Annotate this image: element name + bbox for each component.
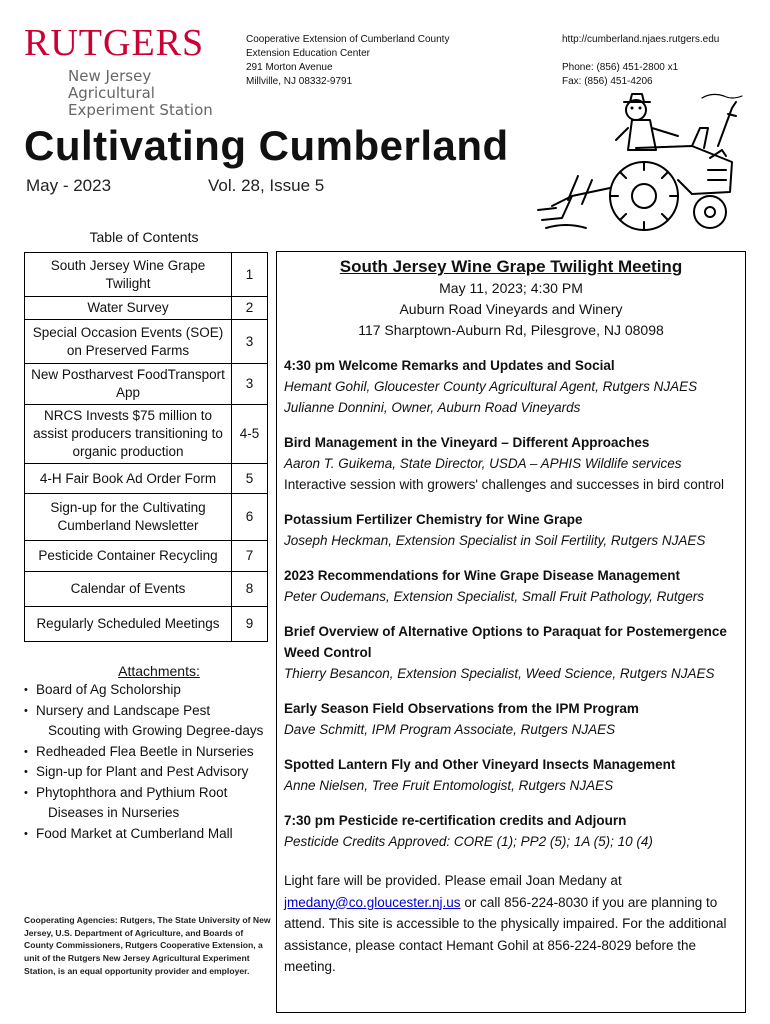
agenda-item [284,432,738,495]
agenda-speaker: Dave Schmitt, IPM Program Associate, Rutgers NJAES [284,722,616,737]
address-line: Extension Education Center [246,48,370,59]
attachments-section [24,663,274,844]
list-item[interactable] [24,783,274,804]
newsletter-title: Cultivating Cumberland [24,122,509,169]
agenda-speaker: Aaron T. Guikema, State Director, USDA – APHIS Wildlife services [284,456,682,471]
agenda-item [284,621,738,684]
list-item[interactable] [24,701,274,722]
phone-number: Phone: (856) 451-2800 x1 [562,62,679,73]
event-title: South Jersey Wine Grape Twilight Meeting [339,257,683,276]
agenda-item [284,355,738,418]
logo-subtitle-2: Experiment Station [68,101,213,119]
agenda-item [284,754,738,796]
toc-row[interactable] [25,320,268,364]
toc-row[interactable] [25,572,268,607]
toc-row[interactable] [25,253,268,297]
bullet-icon: • [24,704,28,717]
attachment-label: Nursery and Landscape Pest [36,702,211,718]
office-contact [562,33,719,89]
email-link[interactable]: jmedany@co.gloucester.nj.us [284,894,461,910]
event-address: 117 Sharptown-Auburn Rd, Pilesgrove, NJ 08098 [358,322,664,338]
agenda-heading: 7:30 pm Pesticide re-certification credits and Adjourn [284,813,627,828]
toc-title: Calendar of Events [25,572,232,607]
agenda-speaker: Anne Nielsen, Tree Fruit Entomologist, Rutgers NJAES [284,778,614,793]
attachment-label: Redheaded Flea Beetle in Nurseries [36,743,254,759]
toc-title: Special Occasion Events (SOE) on Preserved Farms [25,320,232,364]
toc-row[interactable] [25,541,268,572]
toc-page: 9 [232,607,268,642]
list-item-continued[interactable] [24,803,274,824]
event-venue: Auburn Road Vineyards and Winery [399,301,623,317]
toc-page: 2 [232,297,268,320]
attachment-label: Sign-up for Plant and Pest Advisory [36,764,249,779]
attachment-label: Board of Ag Scholorship [36,682,181,697]
list-item[interactable] [24,680,274,701]
toc-title: Regularly Scheduled Meetings [25,607,232,642]
toc-page: 3 [232,320,268,364]
agenda-item [284,509,738,551]
address-line: Millville, NJ 08332-9791 [246,76,353,87]
bullet-icon: • [24,766,28,778]
bullet-icon: • [24,745,28,758]
toc-title: Water Survey [25,297,232,320]
office-address [246,33,449,89]
address-line: 291 Morton Avenue [246,62,333,73]
attachments-title: Attachments: [118,663,200,679]
issue-date: May - 2023 [26,176,112,195]
bullet-icon: • [24,827,28,840]
agenda-heading: Early Season Field Observations from the IPM Program [284,701,639,716]
attachment-label: Phytophthora and Pythium Root [36,784,228,800]
attachment-label: Food Market at Cumberland Mall [36,825,233,841]
toc-page: 8 [232,572,268,607]
agenda-speaker: Joseph Heckman, Extension Specialist in Soil Fertility, Rutgers NJAES [284,533,706,548]
toc-title: South Jersey Wine Grape Twilight [25,253,232,297]
agenda-heading: Brief Overview of Alternative Options to Paraquat for Postemergence Weed Control [284,624,727,660]
rsvp-text: Light fare will be provided. Please email Joan Medany at [284,873,622,888]
table-of-contents [24,252,268,642]
agenda-item [284,698,738,740]
agenda-heading: Bird Management in the Vineyard – Different Approaches [284,435,650,450]
list-item[interactable] [24,762,274,783]
agenda-heading: 4:30 pm Welcome Remarks and Updates and Social [284,358,615,373]
website-link[interactable]: http://cumberland.njaes.rutgers.edu [562,34,720,45]
agenda-speaker: Peter Oudemans, Extension Specialist, Small Fruit Pathology, Rutgers [284,589,704,604]
list-item[interactable] [24,824,274,845]
agenda-speaker: Thierry Besancon, Extension Specialist, Weed Science, Rutgers NJAES [284,666,715,681]
agenda-speaker: Hemant Gohil, Gloucester County Agricultural Agent, Rutgers NJAES [284,379,698,394]
toc-page: 3 [232,364,268,405]
toc-row[interactable] [25,494,268,541]
toc-title: Pesticide Container Recycling [25,541,232,572]
logo-wordmark: RUTGERS [24,22,205,64]
logo-subtitle-1: New Jersey Agricultural [68,67,155,102]
toc-page: 1 [232,253,268,297]
rsvp-note [284,870,738,978]
toc-title: NRCS Invests $75 million to assist producers transitioning to organic production [25,405,232,464]
toc-title: Sign-up for the Cultivating Cumberland Newsletter [25,494,232,541]
toc-row[interactable] [25,297,268,320]
toc-title: New Postharvest FoodTransport App [25,364,232,405]
toc-page: 6 [232,494,268,541]
attachment-label: Scouting with Growing Degree-days [48,723,264,738]
bullet-icon: • [24,684,28,696]
bullet-icon: • [24,786,28,799]
list-item[interactable] [24,742,274,763]
agenda-description: Interactive session with growers' challenges and successes in bird control [284,477,725,492]
cooperating-agencies-statement: Cooperating Agencies: Rutgers, The State University of New Jersey, U.S. Department of Agriculture, and Boards of County Commissioners, Rutgers Cooperative Extension, a unit of the Rutgers New Jersey Agricultural Experiment Station, is an equal opportunity provider and employer. [24,915,271,976]
rsvp-text-cont: or call 856-224-8030 if you are planning to attend. This site is accessible to the physically impaired. For the additional assistance, please contact Hemant Gohil at 856-224-8029 before the meeting. [284,894,727,974]
agenda-heading: Spotted Lantern Fly and Other Vineyard Insects Management [284,757,676,772]
tractor-illustration [532,88,750,240]
rutgers-logo [24,24,239,119]
toc-page: 5 [232,464,268,494]
fax-number: Fax: (856) 451-4206 [562,76,653,87]
agenda-speaker: Julianne Donnini, Owner, Auburn Road Vineyards [284,400,581,415]
event-announcement [276,251,746,1013]
toc-row[interactable] [25,464,268,494]
toc-row[interactable] [25,405,268,464]
agenda-heading: Potassium Fertilizer Chemistry for Wine Grape [284,512,583,527]
toc-row[interactable] [25,364,268,405]
agenda-item [284,810,738,852]
toc-title: 4-H Fair Book Ad Order Form [25,464,232,494]
toc-heading: Table of Contents [89,229,199,245]
agenda-item [284,565,738,607]
issue-volume: Vol. 28, Issue 5 [208,176,325,195]
toc-page: 7 [232,541,268,572]
toc-page: 4-5 [232,405,268,464]
address-line: Cooperative Extension of Cumberland County [246,34,450,45]
toc-row[interactable] [25,607,268,642]
event-when: May 11, 2023; 4:30 PM [439,280,583,296]
attachments-list [24,680,274,844]
agenda-heading: 2023 Recommendations for Wine Grape Disease Management [284,568,681,583]
list-item-continued[interactable] [24,721,274,742]
attachment-label: Diseases in Nurseries [48,805,180,820]
agenda-credits: Pesticide Credits Approved: CORE (1); PP2 (5); 1A (5); 10 (4) [284,834,653,849]
